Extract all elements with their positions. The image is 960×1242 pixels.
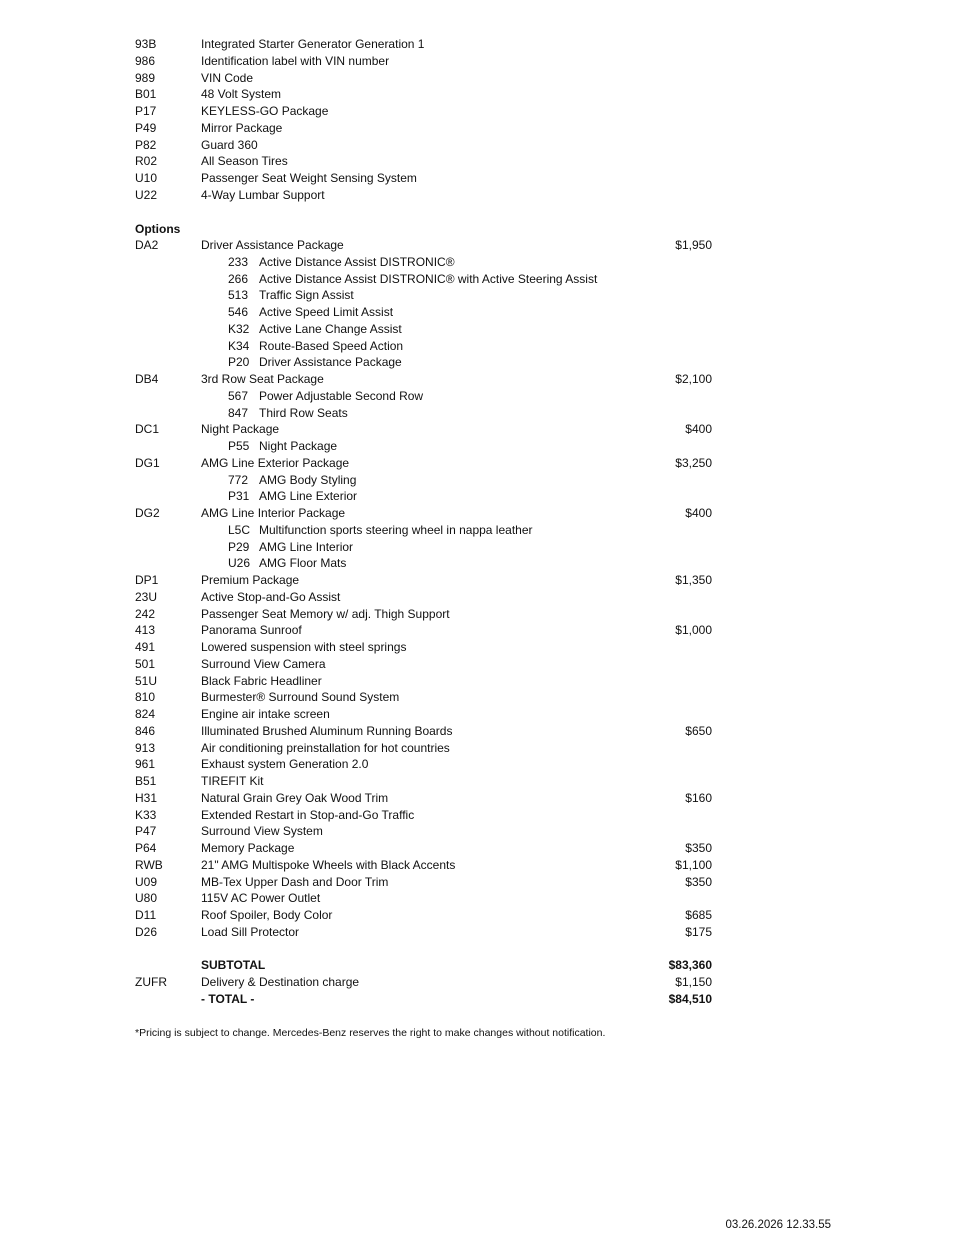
option-description: Surround View Camera: [201, 656, 326, 671]
standard-feature-row: [135, 137, 715, 154]
feature-description: Mirror Package: [201, 120, 283, 135]
option-description: Surround View System: [201, 824, 323, 839]
delivery-label: Delivery & Destination charge: [201, 975, 360, 989]
sub-option-code: P20: [228, 355, 250, 370]
sub-option-description: AMG Line Interior: [259, 539, 354, 554]
option-description: Active Stop-and-Go Assist: [201, 589, 341, 604]
feature-code: B01: [135, 87, 157, 102]
feature-description: Passenger Seat Weight Sensing System: [201, 171, 417, 185]
option-price: $2,100: [675, 372, 712, 386]
option-row: [135, 606, 715, 623]
option-description: 3rd Row Seat Package: [201, 372, 324, 386]
option-sub-row: [135, 254, 715, 271]
option-code: P47: [135, 824, 157, 839]
option-code: DG2: [135, 506, 160, 520]
option-price: $350: [685, 874, 712, 889]
option-description: Engine air intake screen: [201, 707, 330, 721]
option-sub-row: [135, 287, 715, 304]
option-sub-row: [135, 488, 715, 505]
option-sub-row: [135, 271, 715, 288]
option-row: [135, 756, 715, 773]
option-description: Illuminated Brushed Aluminum Running Boards: [201, 723, 453, 738]
sub-option-code: K32: [228, 321, 250, 336]
option-code: 491: [135, 640, 156, 654]
option-description: Load Sill Protector: [201, 924, 300, 939]
options-heading: Options: [135, 222, 181, 237]
option-price: $1,950: [675, 238, 712, 252]
sub-option-code: P29: [228, 539, 250, 554]
option-sub-row: [135, 354, 715, 371]
option-row: [135, 421, 715, 438]
option-row: [135, 639, 715, 656]
option-code: 846: [135, 723, 156, 738]
sub-option-code: P31: [228, 489, 250, 504]
options-heading-row: [135, 221, 715, 238]
sub-option-description: Multifunction sports steering wheel in nappa leather: [259, 522, 533, 537]
option-price: $685: [685, 908, 712, 922]
subtotal-value: $83,360: [668, 958, 712, 973]
feature-description: All Season Tires: [201, 154, 288, 169]
feature-description: Identification label with VIN number: [201, 53, 390, 68]
option-code: DG1: [135, 455, 160, 470]
option-row: [135, 907, 715, 924]
standard-feature-row: [135, 53, 715, 70]
option-row: [135, 689, 715, 706]
standard-feature-row: [135, 86, 715, 103]
option-code: DA2: [135, 238, 159, 252]
option-description: Premium Package: [201, 573, 300, 587]
feature-description: Integrated Starter Generator Generation 1: [201, 37, 425, 51]
feature-description: KEYLESS-GO Package: [201, 104, 329, 118]
option-code: DC1: [135, 422, 160, 437]
option-description: AMG Line Exterior Package: [201, 455, 350, 470]
option-code: RWB: [135, 857, 163, 872]
option-price: $1,100: [675, 857, 712, 872]
sub-option-code: 567: [228, 388, 249, 403]
option-price: $400: [685, 422, 712, 437]
option-price: $1,350: [675, 573, 712, 587]
option-row: [135, 740, 715, 757]
option-row: [135, 823, 715, 840]
sub-option-description: Night Package: [259, 439, 338, 453]
sub-option-code: K34: [228, 338, 250, 353]
delivery-code: ZUFR: [135, 975, 167, 989]
option-code: 824: [135, 707, 156, 721]
option-sub-row: [135, 304, 715, 321]
option-code: 242: [135, 606, 156, 621]
option-row: [135, 673, 715, 690]
option-code: B51: [135, 774, 157, 788]
sub-option-description: Active Distance Assist DISTRONIC®: [259, 254, 455, 269]
option-code: D26: [135, 924, 158, 939]
option-code: 23U: [135, 589, 158, 604]
option-code: DP1: [135, 573, 159, 587]
option-sub-row: [135, 555, 715, 572]
delivery-row: [135, 974, 715, 991]
feature-code: U10: [135, 171, 158, 185]
option-description: Extended Restart in Stop-and-Go Traffic: [201, 807, 415, 822]
option-row: [135, 622, 715, 639]
sub-option-code: 546: [228, 305, 249, 319]
sub-option-code: 233: [228, 254, 249, 269]
feature-code: P82: [135, 137, 157, 152]
option-row: [135, 723, 715, 740]
option-description: Burmester® Surround Sound System: [201, 690, 400, 705]
option-description: TIREFIT Kit: [201, 774, 264, 788]
option-code: U80: [135, 891, 158, 906]
sub-option-description: AMG Floor Mats: [259, 556, 347, 571]
sub-option-code: 513: [228, 288, 249, 303]
option-row: [135, 840, 715, 857]
option-description: Driver Assistance Package: [201, 238, 344, 252]
feature-description: VIN Code: [201, 70, 254, 85]
option-code: 51U: [135, 673, 158, 688]
sub-option-description: AMG Line Exterior: [259, 489, 358, 504]
option-price: $350: [685, 841, 712, 855]
sub-option-code: L5C: [228, 522, 251, 537]
delivery-value: $1,150: [675, 975, 712, 989]
option-description: Night Package: [201, 422, 280, 437]
option-sub-row: [135, 522, 715, 539]
option-sub-row: [135, 539, 715, 556]
sub-option-code: 847: [228, 405, 249, 420]
option-code: P64: [135, 841, 157, 855]
feature-description: 4-Way Lumbar Support: [201, 187, 325, 202]
option-row: [135, 572, 715, 589]
option-description: Natural Grain Grey Oak Wood Trim: [201, 790, 389, 805]
option-price: $650: [685, 723, 712, 738]
option-code: U09: [135, 874, 158, 889]
feature-code: 989: [135, 70, 156, 85]
option-price: $1,000: [675, 623, 712, 638]
sub-option-description: Driver Assistance Package: [259, 355, 402, 370]
feature-description: 48 Volt System: [201, 87, 282, 102]
option-code: 961: [135, 757, 156, 772]
option-code: D11: [135, 908, 157, 922]
option-row: [135, 807, 715, 824]
subtotal-row: [135, 957, 715, 974]
option-description: Memory Package: [201, 841, 295, 855]
feature-code: 93B: [135, 37, 157, 51]
feature-code: P49: [135, 120, 157, 135]
option-sub-row: [135, 338, 715, 355]
option-row: [135, 656, 715, 673]
option-price: $3,250: [675, 455, 712, 470]
standard-feature-row: [135, 103, 715, 120]
option-description: Black Fabric Headliner: [201, 673, 322, 688]
option-row: [135, 924, 715, 941]
option-description: 115V AC Power Outlet: [201, 891, 321, 906]
option-code: 913: [135, 740, 156, 755]
option-row: [135, 505, 715, 522]
option-row: [135, 237, 715, 254]
sub-option-code: U26: [228, 556, 251, 571]
sub-option-description: Third Row Seats: [259, 405, 348, 420]
sub-option-description: Route-Based Speed Action: [259, 338, 404, 353]
sub-option-description: AMG Body Styling: [259, 472, 357, 487]
option-description: Lowered suspension with steel springs: [201, 640, 407, 654]
option-description: Roof Spoiler, Body Color: [201, 908, 333, 922]
option-price: $400: [685, 506, 712, 520]
standard-feature-row: [135, 153, 715, 170]
sub-option-description: Active Distance Assist DISTRONIC® with Active Steering Assist: [259, 271, 598, 286]
sub-option-description: Active Lane Change Assist: [259, 321, 402, 336]
option-row: [135, 773, 715, 790]
option-row: [135, 857, 715, 874]
feature-description: Guard 360: [201, 137, 258, 152]
feature-code: 986: [135, 53, 156, 68]
option-price: $175: [685, 924, 712, 939]
option-sub-row: [135, 472, 715, 489]
option-row: [135, 589, 715, 606]
option-code: 413: [135, 623, 156, 638]
standard-feature-row: [135, 187, 715, 204]
feature-code: U22: [135, 187, 158, 202]
option-description: Air conditioning preinstallation for hot countries: [201, 740, 450, 755]
sub-option-code: P55: [228, 439, 250, 453]
subtotal-label: SUBTOTAL: [201, 958, 266, 973]
option-row: [135, 890, 715, 907]
pricing-footnote: *Pricing is subject to change. Mercedes-Benz reserves the right to make changes without notification.: [135, 1027, 606, 1039]
option-description: Exhaust system Generation 2.0: [201, 757, 369, 772]
option-code: K33: [135, 807, 157, 822]
total-value: $84,510: [668, 991, 712, 1006]
sub-option-code: 772: [228, 472, 249, 487]
option-code: H31: [135, 790, 158, 805]
print-timestamp: 03.26.2026 12.33.55: [725, 1219, 831, 1231]
option-sub-row: [135, 405, 715, 422]
total-row: [135, 991, 715, 1008]
standard-feature-row: [135, 36, 715, 53]
standard-feature-row: [135, 70, 715, 87]
option-code: DB4: [135, 372, 159, 386]
sub-option-description: Traffic Sign Assist: [259, 288, 354, 303]
standard-feature-row: [135, 120, 715, 137]
option-sub-row: [135, 388, 715, 405]
feature-code: P17: [135, 104, 157, 118]
sub-option-description: Active Speed Limit Assist: [259, 305, 394, 319]
option-row: [135, 874, 715, 891]
option-description: Passenger Seat Memory w/ adj. Thigh Support: [201, 606, 450, 621]
option-row: [135, 706, 715, 723]
option-code: 810: [135, 690, 156, 705]
option-price: $160: [685, 790, 712, 805]
option-sub-row: [135, 438, 715, 455]
option-code: 501: [135, 656, 156, 671]
option-description: Panorama Sunroof: [201, 623, 302, 638]
option-row: [135, 455, 715, 472]
option-sub-row: [135, 321, 715, 338]
total-label: - TOTAL -: [201, 991, 255, 1006]
feature-code: R02: [135, 154, 158, 169]
sub-option-description: Power Adjustable Second Row: [259, 388, 424, 403]
option-row: [135, 371, 715, 388]
standard-feature-row: [135, 170, 715, 187]
option-description: AMG Line Interior Package: [201, 506, 346, 520]
option-description: 21" AMG Multispoke Wheels with Black Accents: [201, 857, 456, 872]
sub-option-code: 266: [228, 271, 249, 286]
option-row: [135, 790, 715, 807]
option-description: MB-Tex Upper Dash and Door Trim: [201, 874, 389, 889]
